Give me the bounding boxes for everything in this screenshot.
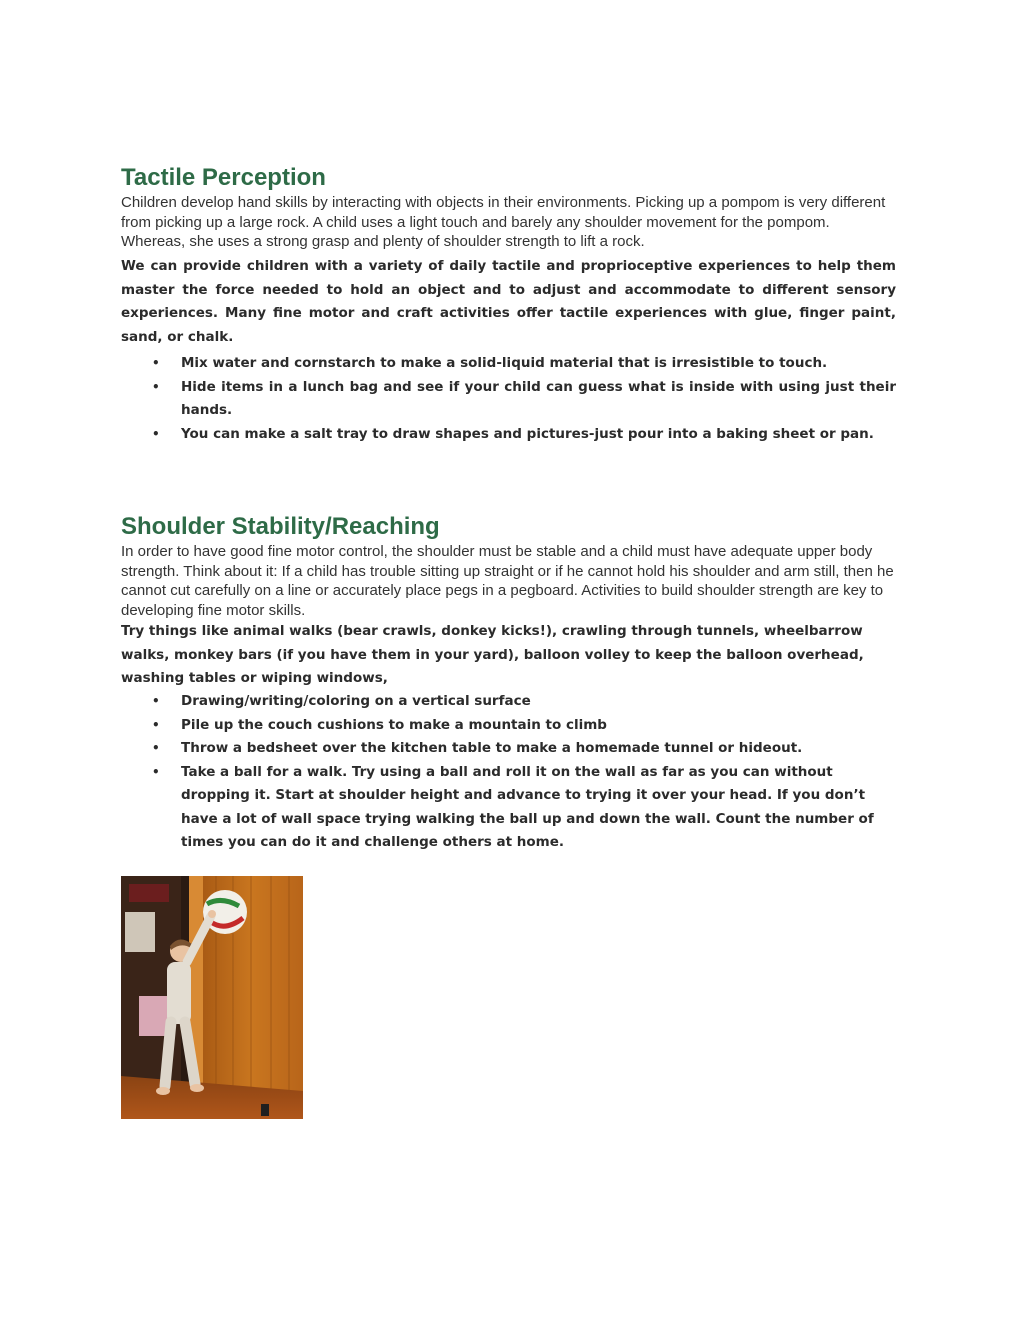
list-item: • Hide items in a lunch bag and see if your child can guess what is inside with using just their hands. [121, 376, 896, 423]
tactile-activity-list [121, 352, 896, 446]
bullet-icon: • [152, 764, 160, 779]
child-rolling-ball-photo [121, 876, 303, 1119]
bullet-icon: • [152, 717, 160, 732]
bullet-icon: • [152, 379, 160, 394]
list-item: • Pile up the couch cushions to make a mountain to climb [121, 714, 896, 738]
shoulder-intro-paragraph: In order to have good fine motor control, the shoulder must be stable and a child must have adequate upper body strength. Think about it: If a child has trouble sitting up straight or if he cannot hold his shoulder and arm still, then he cannot cut carefully on a line or accurately place pegs in a pegboard. Activities to build shoulder strength are key to developing fine motor skills. [121, 543, 894, 619]
shoulder-emphasis-paragraph: Try things like animal walks (bear crawls, donkey kicks!), crawling through tunnels, wheelbarrow walks, monkey bars (if you have them in your yard), balloon volley to keep the balloon overhead, washing tables or wiping windows, [121, 623, 864, 686]
tactile-emphasis-paragraph: We can provide children with a variety of daily tactile and proprioceptive experiences to help them master the force needed to hold an object and to adjust and accommodate to different sensory experiences. Many fine motor and craft activities offer tactile experiences with glue, finger paint, sand, or chalk. [121, 258, 896, 345]
list-item: • You can make a salt tray to draw shapes and pictures-just pour into a baking sheet or pan. [121, 423, 896, 447]
bullet-icon: • [152, 741, 160, 755]
tactile-intro-paragraph: Children develop hand skills by interacting with objects in their environments. Picking up a pompom is very different from picking up a large rock. A child uses a light touch and barely any shoulder movement for the pompom. Whereas, she uses a strong grasp and plenty of shoulder strength to lift a rock. [121, 194, 886, 250]
bullet-icon: • [152, 426, 160, 441]
tactile-perception-heading: Tactile Perception [121, 164, 326, 191]
list-item: • Drawing/writing/coloring on a vertical surface [121, 690, 896, 714]
bullet-icon: • [152, 356, 160, 370]
shoulder-activity-list [121, 690, 896, 855]
list-item: • Take a ball for a walk. Try using a ball and roll it on the wall as far as you can without dropping it. Start at shoulder height and advance to trying it over your head. If you don’t have a lot of wall space trying walking the ball up and down the wall. Count the number of times you can do it and challenge others at home. [121, 761, 896, 855]
shoulder-stability-heading: Shoulder Stability/Reaching [121, 513, 440, 540]
list-item: • Mix water and cornstarch to make a solid-liquid material that is irresistible to touch. [121, 352, 896, 376]
list-item: • Throw a bedsheet over the kitchen table to make a homemade tunnel or hideout. [121, 737, 896, 761]
bullet-icon: • [152, 694, 160, 708]
